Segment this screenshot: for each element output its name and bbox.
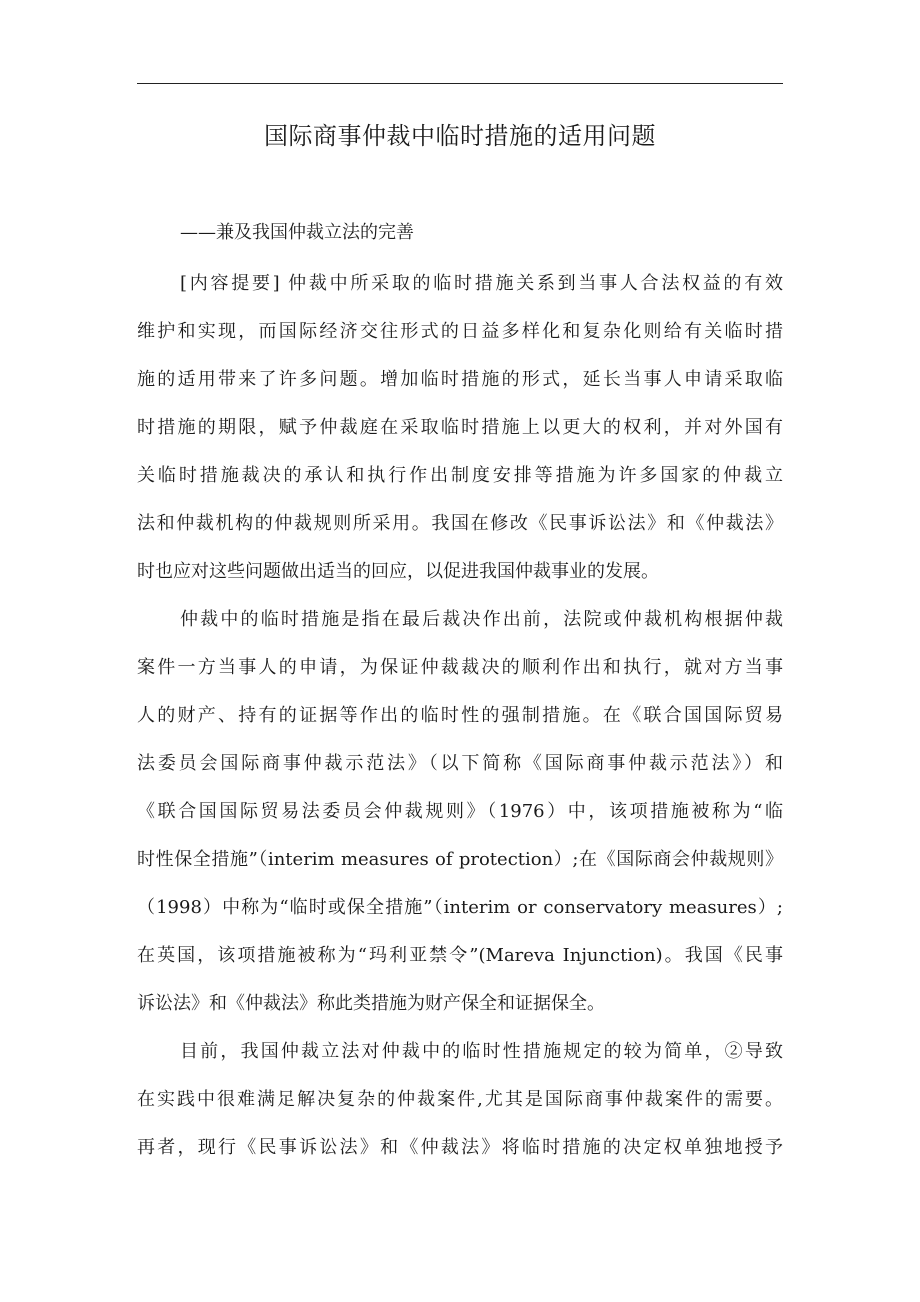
abstract-line: 法和仲裁机构的仲裁规则所采用。我国在修改《民事诉讼法》和《仲裁法》: [137, 513, 783, 534]
body-paragraph-definition: [137, 596, 783, 1028]
body-line: 目前，我国仲裁立法对仲裁中的临时性措施规定的较为简单，②导致: [180, 1041, 783, 1062]
body-line: 《联合国国际贸易法委员会仲裁规则》（1976）中，该项措施被称为“临: [137, 801, 783, 822]
body-line: 案件一方当事人的申请，为保证仲裁裁决的顺利作出和执行，就对方当事: [137, 657, 783, 678]
abstract-line: 时措施的期限，赋予仲裁庭在采取临时措施上以更大的权利，并对外国有: [137, 417, 783, 438]
abstract-line: 时也应对这些问题做出适当的回应，以促进我国仲裁事业的发展。: [137, 561, 659, 582]
body-line: 在实践中很难满足解决复杂的仲裁案件,尤其是国际商事仲裁案件的需要。: [137, 1089, 783, 1110]
body-line: 在英国，该项措施被称为“玛利亚禁令”(Mareva Injunction)。我国《民事: [137, 945, 783, 966]
body-line: 时性保全措施”（interim measures of protection）;在《国际商会仲裁规则》: [137, 849, 783, 870]
abstract-paragraph: [137, 260, 783, 596]
body-line: （1998）中称为“临时或保全措施”（interim or conservatory measures）;: [137, 897, 783, 918]
body-line: 再者，现行《民事诉讼法》和《仲裁法》将临时措施的决定权单独地授予: [137, 1137, 783, 1158]
abstract-line: [内容提要] 仲裁中所采取的临时措施关系到当事人合法权益的有效: [180, 273, 783, 294]
body-line: 仲裁中的临时措施是指在最后裁决作出前，法院或仲裁机构根据仲裁: [180, 609, 783, 630]
header-rule: [137, 83, 783, 84]
abstract-line: 施的适用带来了许多问题。增加临时措施的形式，延长当事人申请采取临: [137, 369, 783, 390]
document-subtitle: ——兼及我国仲裁立法的完善: [180, 222, 414, 243]
document-title: 国际商事仲裁中临时措施的适用问题: [264, 122, 656, 150]
body-line: 人的财产、持有的证据等作出的临时性的强制措施。在《联合国国际贸易: [137, 705, 783, 726]
body-line: 法委员会国际商事仲裁示范法》（以下简称《国际商事仲裁示范法》）和: [137, 753, 783, 774]
abstract-line: 关临时措施裁决的承认和执行作出制度安排等措施为许多国家的仲裁立: [137, 465, 783, 486]
body-line: 诉讼法》和《仲裁法》称此类措施为财产保全和证据保全。: [137, 993, 605, 1014]
abstract-line: 维护和实现，而国际经济交往形式的日益多样化和复杂化则给有关临时措: [137, 321, 783, 342]
body-paragraph-current-law: [137, 1028, 783, 1172]
